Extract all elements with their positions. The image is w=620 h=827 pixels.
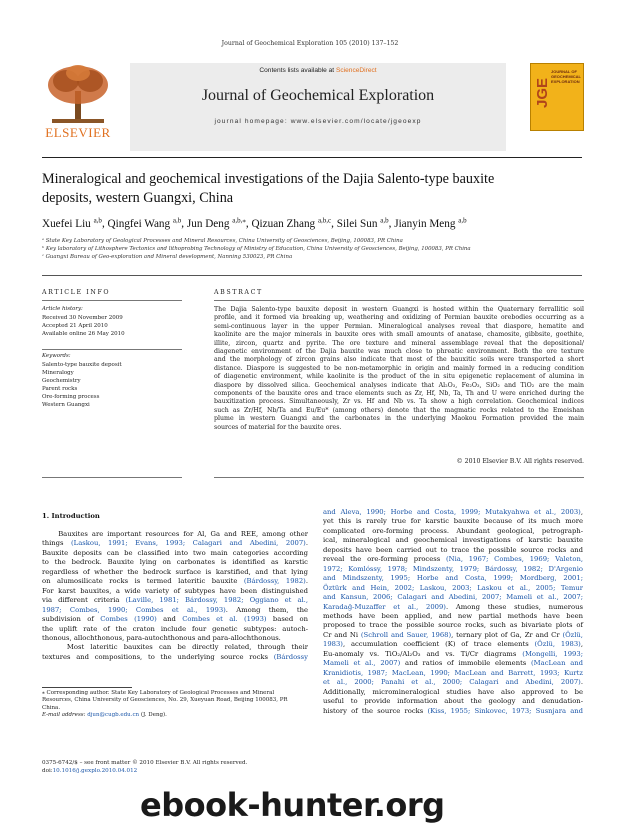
citation-link[interactable]: 1972; Komlóssy, 1978; Mindszenty, 1979; Bárdossy, 1982; D'Argenio	[323, 564, 583, 573]
body-text: , accumulation coefficient (	[342, 640, 448, 649]
contents-line	[130, 67, 506, 74]
body-line	[323, 659, 583, 668]
author-separator: ,	[331, 217, 337, 230]
doi-label: doi:	[42, 768, 53, 774]
sciencedirect-link[interactable]: ScienceDirect	[335, 67, 377, 74]
body-text: to the bedrock. Bauxite lying on carbonates is identified as karstic	[42, 558, 308, 567]
body-text: Additionally, micromineralogical studies have also approved to be	[323, 687, 583, 696]
body-line	[42, 643, 308, 652]
body-line	[323, 631, 583, 640]
footnote-line: Resources, China University of Geosciences, No. 29, Xueyuan Road, Beijing 100083, PR	[42, 697, 288, 704]
cover-title: JOURNAL OF GEOCHEMICAL EXPLORATION	[551, 69, 581, 84]
author-separator: ,	[388, 217, 395, 230]
body-line	[42, 577, 308, 586]
body-text: and ratios of immobile elements	[400, 659, 532, 668]
journal-reference: Journal of Geochemical Exploration 105 (2010) 137–152	[221, 40, 399, 47]
citation-link[interactable]: (Bárdossy	[273, 652, 308, 661]
online-date: Available online 26 May 2010	[42, 331, 125, 337]
email-line	[42, 712, 310, 719]
accepted-date: Accepted 21 April 2010	[42, 323, 108, 329]
journal-homepage[interactable]: journal homepage: www.elsevier.com/locate/jgeoexp	[214, 118, 422, 125]
email-label: E-mail address:	[42, 712, 88, 719]
info-bottom-rule	[42, 477, 182, 478]
citation-link[interactable]: and Aleva, 1990; Horbe and Costa, 1999; Mutakyahwa et al., 2003)	[323, 508, 581, 516]
abstract-line: such as Zr/Hf, Nb/Ta and Eu/Eu* (among others) denote that the magmatic rocks related to the Emeishan	[214, 406, 584, 414]
body-text: via different criteria	[42, 596, 126, 605]
citation-link[interactable]: (Laville, 1981; Bárdossy, 1982; Oggiano et al.,	[125, 596, 308, 605]
citation-link[interactable]: Karadağ-Muzaffer et al., 2009)	[323, 602, 446, 611]
author-affiliation-mark: a,b	[458, 216, 467, 224]
body-line	[323, 584, 583, 593]
body-line	[42, 530, 308, 539]
body-text: ,	[580, 640, 583, 649]
affiliation-c: ᶜ Guangxi Bureau of Geo-exploration and Mineral development, Nanning 530023, PR China	[42, 254, 293, 260]
author-name: Qizuan Zhang	[251, 217, 318, 230]
body-line	[42, 568, 308, 577]
citation-link[interactable]: and Kansun, 2006; Calagari and Abedini, 2007; Mameli et al., 2007;	[323, 593, 583, 602]
article-title	[42, 170, 582, 208]
doi-link[interactable]: 10.1016/j.gexplo.2010.04.012	[52, 768, 138, 774]
title-line-2: deposits, western Guangxi, China	[42, 190, 234, 206]
abstract-line: sources of material for the bauxite ores.	[214, 423, 342, 431]
body-text: the uplift rate of the craton include four genetic subtypes: autoch-	[42, 624, 308, 633]
body-text: ) of trace elements	[452, 640, 535, 649]
citation-link[interactable]: 1983)	[323, 640, 343, 649]
citation-link[interactable]: (Nia, 1967; Combes, 1969; Valeton,	[446, 555, 583, 564]
body-text: Cr and Ni	[323, 630, 361, 639]
affiliation-a: ᵃ State Key Laboratory of Geological Processes and Mineral Resources, China University of Geosciences, Beijing, 100083, PR China	[42, 238, 403, 244]
body-text: regardless of whether the bedrock surface is karstified, and that lying	[42, 567, 308, 576]
body-line	[323, 707, 583, 716]
keyword: Western Guangxi	[42, 402, 90, 408]
body-text: . Among them, the	[225, 605, 309, 614]
title-line-1: Mineralogical and geochemical investigations of the Dajia Salento-type bauxite	[42, 171, 495, 187]
history-label: Article history:	[42, 306, 83, 312]
author[interactable]	[42, 218, 102, 230]
body-line	[42, 625, 308, 634]
abstract-line: plume in western Guangxi and the carbonates in the underlying Maokou Formation provided the main	[214, 415, 584, 423]
email-suffix: (J. Deng).	[139, 712, 167, 719]
body-text: ical, mineralogical and geochemical investigations of karstic bauxite	[323, 536, 583, 545]
body-text: history of the source rocks	[323, 706, 428, 715]
citation-link[interactable]: Öztürk and Hein, 2002; Laskou, 2003; Laskou et al., 2005; Temur	[323, 583, 583, 592]
body-text: textures and compositions, to the underlying source rocks	[42, 652, 274, 661]
body-text: Most lateritic bauxites can be directly related, through their	[42, 643, 308, 652]
body-text: subdivision of	[42, 615, 101, 624]
keyword: Ore-forming process	[42, 394, 100, 400]
body-text: .	[305, 577, 308, 586]
body-line	[42, 539, 308, 548]
body-text: For karst bauxites, a wide variety of subtypes have been distinguished	[42, 586, 308, 595]
body-line	[323, 517, 583, 526]
body-line	[323, 565, 583, 574]
abstract-line: distance. Diaspore is suggested to be non-metamorphic in origin and mainly formed in a reducing condition	[214, 364, 584, 372]
body-line	[42, 606, 308, 615]
keyword: Geochemistry	[42, 378, 81, 384]
header-rule	[42, 275, 582, 276]
body-line	[323, 640, 583, 649]
body-line	[323, 574, 583, 583]
abstract-heading: ABSTRACT	[214, 289, 263, 296]
citation-link[interactable]: (MacLean and	[531, 659, 583, 668]
body-line	[42, 615, 308, 624]
received-date: Received 30 November 2009	[42, 315, 123, 321]
author-affiliation-mark: a,b	[172, 216, 182, 224]
author-list	[42, 216, 582, 230]
cover-abbrev: JGE	[534, 77, 551, 108]
body-text: yet this is rarely true for karstic bauxite because of its much more	[323, 517, 583, 526]
body-text: reveal the ore-forming process	[323, 555, 447, 564]
copyright-notice: © 2010 Elsevier B.V. All rights reserved.	[456, 458, 584, 465]
body-line	[42, 549, 308, 558]
journal-banner	[42, 63, 582, 158]
body-line	[323, 546, 583, 555]
body-line	[42, 653, 308, 662]
email-link[interactable]: djun@cugb.edu.cn	[87, 712, 140, 719]
body-text: .	[305, 539, 308, 548]
abstract-line: and the morphology of zircon grains also indicate that most of the bauxitic soils were transported a short	[214, 356, 584, 364]
issn-block	[42, 759, 247, 775]
section-heading-introduction: 1. Introduction	[42, 512, 100, 520]
body-text: thonous, allochthonous, para-autochthonous and para-allochthonous.	[42, 633, 281, 642]
body-text: Bauxite deposits can be classified into two main categories according	[42, 548, 308, 557]
author[interactable]	[337, 218, 389, 230]
body-line	[323, 508, 583, 517]
keywords-list	[42, 361, 187, 409]
affiliation-b: ᵇ Key laboratory of Lithosphere Tectonics and lithoprobing Technology of Ministry of Education, China University of Geosciences, Beijing, 100083, PR China	[42, 246, 471, 252]
author-affiliation-mark: a,b	[380, 216, 389, 224]
author[interactable]	[187, 218, 246, 230]
abstract-line: bauxitization process. Simultaneously, Zr vs. Hf and Nb vs. Ta show a high correlation. Geochemical indices	[214, 398, 584, 406]
author[interactable]	[394, 218, 466, 230]
body-line	[323, 669, 583, 678]
citation-link[interactable]: (Schroll and Sauer, 1968)	[360, 630, 452, 639]
body-text: , ternary plot of Ga, Zr and Cr	[451, 630, 563, 639]
body-line	[323, 527, 583, 536]
body-text: on alumosilicate rocks is termed lateritic bauxite	[42, 577, 244, 586]
author-name: Silei Sun	[336, 217, 381, 230]
body-text: proposed to trace the possible source rocks, such as bivariate plots of	[323, 621, 583, 630]
history-list	[42, 314, 187, 338]
citation-link[interactable]: (Kiss, 1955; Sinkovec, 1973; Susnjara and	[427, 706, 583, 715]
body-line	[42, 587, 308, 596]
citation-link[interactable]: Mameli et al., 2007)	[323, 659, 401, 668]
body-line	[323, 612, 583, 621]
banner-center	[130, 63, 506, 151]
abstract-bottom-rule	[214, 477, 584, 478]
abstract-line: kaolinite are the major minerals in bauxite ores with small amounts of anatase, chamosite, gibbsite, goethite,	[214, 331, 584, 339]
body-line	[323, 555, 583, 564]
citation-link[interactable]: 1987; Combes, 1990; Combes et al., 1993)	[42, 605, 226, 614]
author-separator: ,	[181, 217, 187, 230]
citation-link[interactable]: Combes et al. (1993)	[182, 615, 267, 624]
abstract-line: The Dajia Salento-type bauxite deposit in western Guangxi is hosted within the Quaternary ferrallitic soil	[214, 306, 584, 313]
keyword: Mineralogy	[42, 370, 74, 376]
body-line	[323, 593, 583, 602]
abstract-line: diagenetic environment of the Dajia bauxite was much close to phreatic environment. Both the ore texture	[214, 348, 584, 356]
body-text: Eu-anomaly vs. TiO₂/Al₂O₃ and vs. Ti/Cr diagrams	[323, 649, 523, 658]
author-separator: ,	[101, 217, 108, 230]
citation-link[interactable]: Combes (1990)	[100, 615, 157, 624]
body-text: useful to provide information about the geology and denudation-	[323, 697, 583, 706]
author-name: Jianyin Meng	[394, 217, 459, 230]
body-text: Bauxites are important resources for Al, Ga and REE, among other	[42, 530, 308, 538]
elsevier-logo[interactable]	[42, 63, 114, 149]
author-affiliation-mark: a,b	[93, 216, 102, 224]
keyword: Salento-type bauxite deposit	[42, 362, 122, 368]
body-line	[323, 697, 583, 706]
keywords-label: Keywords:	[42, 353, 71, 359]
body-line	[323, 650, 583, 659]
author[interactable]	[251, 218, 331, 230]
author-affiliation-mark: a,b,c	[317, 216, 332, 224]
elsevier-tree-icon	[42, 63, 114, 125]
body-line	[323, 688, 583, 697]
citation-link[interactable]: (Laskou, 1991; Evans, 1993; Calagari and Abedini, 2007)	[71, 539, 306, 548]
body-text: things	[42, 539, 72, 548]
body-line	[323, 536, 583, 545]
body-text: K	[447, 640, 453, 649]
abstract-rule	[214, 300, 584, 301]
citation-link[interactable]: (Özlü,	[562, 630, 583, 639]
footnote-line: China.	[42, 704, 61, 711]
body-text: ,	[580, 508, 583, 516]
body-text: .	[580, 678, 583, 687]
body-line	[42, 634, 308, 643]
author-name: Jun Deng	[186, 217, 233, 230]
body-text: based on	[266, 615, 308, 624]
author-separator: ,	[245, 217, 252, 230]
footnote-rule	[42, 687, 132, 688]
article-info-heading: ARTICLE INFO	[42, 289, 111, 296]
author-name: Xuefei Liu	[42, 217, 94, 230]
journal-cover-thumbnail[interactable]	[530, 63, 584, 131]
author-affiliation-mark: a,b,⁎	[232, 216, 246, 224]
abstract-body	[214, 306, 584, 432]
doi-line	[42, 767, 247, 775]
body-left-column	[42, 530, 308, 662]
elsevier-wordmark: ELSEVIER	[45, 125, 111, 140]
body-text: methods have been applied, and new partial methods have been	[323, 611, 583, 620]
body-line	[323, 678, 583, 687]
citation-link[interactable]: (Özlü, 1983)	[534, 640, 581, 649]
article-info-rule	[42, 300, 182, 301]
corresponding-author-footnote	[42, 690, 310, 720]
footnote-line: ⁎ Corresponding author. State Key Laboratory of Geological Processes and Mineral	[42, 690, 275, 696]
body-text: . Among these studies, numerous	[445, 602, 583, 611]
keyword: Parent rocks	[42, 386, 78, 392]
body-text: complicated ore-forming process. Abundant geological, petrograph-	[323, 526, 583, 535]
watermark: ebook-hunter.org	[140, 786, 445, 824]
issn-line: 0375-6742/$ – see front matter © 2010 Elsevier B.V. All rights reserved.	[42, 760, 248, 766]
body-line	[323, 603, 583, 612]
citation-link[interactable]: (Bárdossy, 1982)	[243, 577, 306, 586]
body-line	[323, 621, 583, 630]
abstract-line: components of the bauxite ores and trace elements such as Zr, Hf, Nb, Ta, Th and U were enriched during the	[214, 390, 584, 398]
body-line	[42, 596, 308, 605]
contents-prefix: Contents lists available at	[259, 67, 336, 74]
citation-link[interactable]: et al., 2000; Panahi et al., 2000; Calagari and Abedini, 2007)	[323, 678, 581, 687]
keywords-rule	[42, 349, 182, 350]
abstract-line: diaspore by dissolved silica. Geochemical analyses indicate that Al₂O₃, Fe₂O₃, SiO₂ and TiO₂ are the main	[214, 381, 584, 389]
citation-link[interactable]: (Mongelli, 1993;	[522, 649, 583, 658]
abstract-line: semi-continuous layer in the upper Permian. Mineralogical analyses reveal that diaspore, hematite and	[214, 322, 584, 330]
citation-link[interactable]: and Mindszenty, 1995; Horbe and Costa, 1999; Mordberg, 2001;	[323, 574, 583, 583]
body-text: and	[156, 615, 183, 624]
body-right-column	[323, 508, 583, 716]
citation-link[interactable]: Kranidiotis, 1987; MacLean, 1990; MacLean and Barrett, 1993; Kurtz	[323, 668, 583, 677]
author-name: Qingfei Wang	[107, 217, 173, 230]
abstract-line: profile, and it formed via breaking up, weathering and oxidizing of Permian bauxite orebodies occurring as a	[214, 314, 584, 322]
abstract-line: illite, zircon, quartz and pyrite. The ore texture and mineral assemblage reveal that the depositional/	[214, 339, 584, 347]
author[interactable]	[108, 218, 182, 230]
body-line	[42, 558, 308, 567]
body-text: deposits have been carried out to trace the possible source rocks and	[323, 545, 583, 554]
journal-title: Journal of Geochemical Exploration	[201, 87, 435, 104]
abstract-line: of diagenetic environment, while kaolinite is the product of the in situ epigenetic replacement of alumina in	[214, 373, 584, 381]
